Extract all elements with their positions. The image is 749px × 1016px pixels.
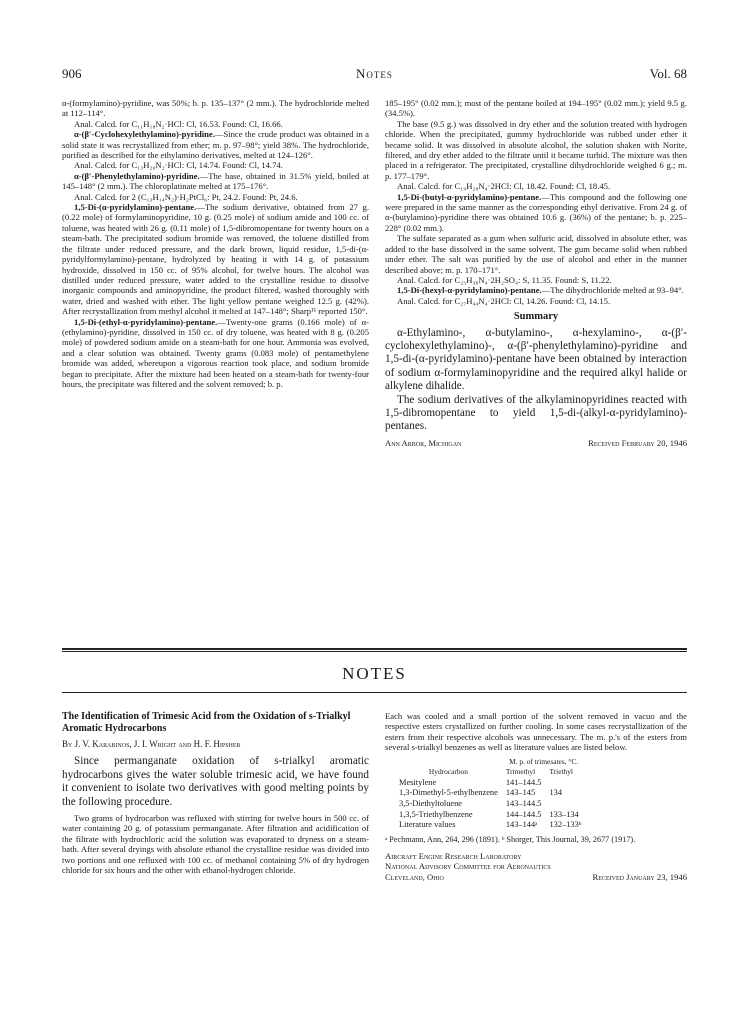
table-cell: 132–133ᵇ [549,820,582,830]
left-column [62,98,369,389]
melting-point-table [395,757,585,831]
paragraph: Two grams of hydrocarbon was refluxed with stirring for twelve hours in 500 cc. of water containing 20 g. of potassium permanganate. After filtration and acidification of the filtrate with hydrochloric acid the solution was evaporated to dryness on a steam-bath. After several dryings with absolute ethanol the crystalline residue was divided into two portions and one refluxed with 100 cc. of methanol containing 5% of dry hydrogen chloride for six hours and the other with ethanol-hydrogen chloride. [62,813,369,876]
compound-heading: α-(β′-Cyclohexylethylamino)-pyridine. [74,129,215,140]
volume-label: Vol. 68 [649,66,687,81]
table-header: Trimethyl [505,767,536,777]
table-cell: 3,5-Diethyltoluene [399,799,463,808]
article-right-column [385,711,687,882]
table-cell [545,778,585,789]
paragraph-body: —The base, obtained in 31.5% yield, boiled at 145–148° (2 mm.). The chloroplatinate melted at 175–176°. [62,170,369,192]
paragraph [62,129,369,160]
table-cell: 143–145 [505,788,536,798]
table-cell [545,799,585,810]
table-group-header: M. p. of trimesates, °C. [509,756,579,766]
table-cell: 141–144.5 [505,777,542,787]
summary-paragraph: The sodium derivatives of the alkylaminopyridines reacted with 1,5-dibromopentane to yield 1,5-di-(alkyl-α-pyridylamino)-pentanes. [385,393,687,433]
compound-heading: 1,5-Di-(α-pyridylamino)-pentane. [74,202,197,213]
compound-heading: α-(β′-Phenylethylamino)-pyridine. [74,170,200,181]
table-cell: 134 [549,788,562,798]
paragraph-body: —This compound and the following one were prepared in the same manner as the corresponding ethyl derivative. From 24 g. of α-(butylamino)-pyridine there was obtained 10.6 g. (36%) of the pentane; b. p. 225–228° (0.02 mm.). [385,191,687,233]
compound-heading: 1,5-Di-(hexyl-α-pyridylamino)-pentane. [397,285,542,296]
paragraph-body: —Twenty-one grams (0.166 mole) of α-(ethylamino)-pyridine, dissolved in 150 cc. of dry toluene, was heated with 8 g. (0.205 mole) of powdered sodium amide on a steam-bath for one hour. Ammonia was evolved, and a clear solution was obtained. Twenty grams (0.083 mole) of pentamethylene bromide was added, whereupon a vigorous reaction took place, and sodium bromide began to precipitate. After the mixture had been heated on a steam-bath for twenty-four hours, the precipitate was filtered and the solvent removed; b. p. [62,316,369,389]
summary-heading: Summary [513,311,559,323]
received-date: Received January 23, 1946 [592,871,687,882]
analysis-line: Anal. Calcd. for C₂₇H₄₄N₄·2HCl: Cl, 14.26. Found: Cl, 14.15. [397,295,611,306]
table-row [395,788,585,799]
paragraph [62,202,369,316]
article-intro: Since permanganate oxidation of s-trialkyl aromatic hydrocarbons gives the water soluble trimesic acid, we have found it convenient to isolate two derivatives with good melting points by the following procedure. [62,755,369,808]
table-cell: 1,3,5-Triethylbenzene [399,809,473,819]
section-rule [62,692,687,693]
table-cell: 1,3-Dimethyl-5-ethylbenzene [399,788,498,798]
section-rule [62,651,687,652]
analysis-line: Anal. Calcd. for C₁₁H₁₈N₂·HCl: Cl, 16.53. Found: Cl, 16.66. [74,118,283,129]
table-cell: 143–144ᵃ [505,820,538,830]
article-authors: By J. V. Karabinos, J. I. Wright and H. F. Hipsher [62,739,241,749]
affiliation-line: National Advisory Committee for Aeronautics [385,861,551,872]
paragraph [62,171,369,192]
table-row [395,778,585,789]
affiliation [385,851,687,882]
table-cell: 144–144.5 [505,809,542,819]
paragraph [385,285,687,295]
paragraph: Each was cooled and a small portion of the solvent removed in vacuo and the respective esters crystallized on further cooling. In some cases recrystallization of the esters from their respective alcohols was unnecessary. The m. p.'s of the esters from several s-trialkyl benzenes as well as literature values are listed below. [385,711,687,753]
compound-heading: 1,5-Di-(ethyl-α-pyridylamino)-pentane. [74,316,218,327]
paragraph: The sulfate separated as a gum when sulfuric acid, dissolved in absolute ether, was added to the base dissolved in the same solvent. The gum became solid when rubbed under ether. The salt was purified by the use of alcohol and ether in the manner described above; m. p. 170–171°. [385,233,687,275]
location: Ann Arbor, Michigan [385,437,462,448]
location: Cleveland, Ohio [385,871,444,882]
running-header: Notes [356,66,393,81]
table-row [395,820,585,831]
article-title: The Identification of Trimesic Acid from the Oxidation of s-Trialkyl Aromatic Hydrocarbons [62,711,351,734]
page-number: 906 [62,66,82,81]
section-rule [62,648,687,650]
paragraph-body: —The sodium derivative, obtained from 27 g. (0.22 mole) of formylaminopyridine, 10 g. (0.25 mole) of sodium amide and 100 cc. of toluene, was heated with 26 g. (0.11 mole) of 1,5-dibromopentane for twenty hours on a steam-bath. The precipitated sodium bromide was removed, the toluene distilled from the filtrate under reduced pressure, and the dark brown, liquid residue, 1,5-di-(α-pyridylformylamino)-pentane, hydrolyzed by heating it with 14 g. of potassium hydroxide, dissolved in 150 cc. of 95% alcohol, for twelve hours. The alcohol was distilled under reduced pressure, water added to the crystalline residue to dissolve inorganic compounds and aminopyridine, the product filtered, washed thoroughly with water, dried and washed with ether. The light yellow pentane weighed 12.5 g. (42%). After recrystallization from methyl alcohol it melted at 147–148°; Sharp¹¹ reported 150°. [62,202,369,317]
analysis-line: Anal. Calcd. for C₂₃H₃₆N₄·2H₂SO₄: S, 11.35. Found: S, 11.22. [397,274,612,285]
received-date: Received February 20, 1946 [588,437,687,448]
paragraph: 185–195° (0.02 mm.); most of the pentane boiled at 194–195° (0.02 mm.); yield 9.5 g. (34.5%). [385,98,687,119]
table-cell: Literature values [399,820,456,830]
table-row [395,810,585,821]
paragraph [385,192,687,234]
article-left-column [62,711,369,875]
signature-line [385,438,687,448]
paragraph: The base (9.5 g.) was dissolved in dry ether and the solution treated with hydrogen chloride. When the precipitated, gummy hydrochloride was rubbed under ether it became solid. It was dissolved in absolute alcohol, the solution shaken with Norite, filtered, and dry ether added to the filtrate until it became turbid. The mixture was then placed in a refrigerator. The precipitated, crystalline dihydrochloride weighed 6 g.; m. p. 177–179°. [385,118,687,181]
compound-heading: 1,5-Di-(butyl-α-pyridylamino)-pentane. [397,191,542,202]
affiliation-line [385,872,687,882]
summary-paragraph: α-Ethylamino-, α-butylamino-, α-hexylamino-, α-(β′-cyclohexylethylamino)-, α-(β′-phenylethylamino)-pyridine and 1,5-di-(α-pyridylamino)-pentane have been obtained by interaction of sodium α-formylaminopyridine and the required alkyl halide or alkylene dihalide. [385,326,687,393]
table-row [395,799,585,810]
right-column [385,98,687,448]
paragraph [62,317,369,390]
analysis-line: Anal. Calcd. for C₁₉H₂₈N₄·2HCl: Cl, 18.42. Found: Cl, 18.45. [397,181,611,192]
table-cell: Mesitylene [399,777,437,787]
paragraph-body: —The dihydrochloride melted at 93–94°. [541,285,684,296]
paragraph: α-(formylamino)-pyridine, was 50%; b. p. 135–137° (2 mm.). The hydrochloride melted at 112–114°. [62,98,369,119]
table-header: Triethyl [549,767,573,777]
table-cell: 143–144.5 [505,799,542,808]
analysis-line: Anal. Calcd. for 2 (C₁₃H₁₄N₂)·H₂PtCl₆: Pt, 24.2. Found: Pt, 24.6. [74,191,298,202]
notes-heading: NOTES [342,664,407,683]
analysis-line: Anal. Calcd. for C₁₃H₂₀N₂·HCl: Cl, 14.74. Found: Cl, 14.74. [74,160,283,171]
table-header: Hydrocarbon [428,767,468,777]
affiliation-line: Aircraft Engine Research Laboratory [385,850,522,861]
table-footnote: ᵃ Pechmann, Ann, 264, 296 (1891). ᵇ Shorger, This Journal, 39, 2677 (1917). [385,834,636,844]
table-cell: 133–134 [549,809,579,819]
paragraph-body: —Since the crude product was obtained in a solid state it was recrystallized from ether; m. p. 97–98°; yield 38%. The hydrochloride, purified as described for the ethylamino derivatives, melted at 124–126°. [62,129,369,161]
